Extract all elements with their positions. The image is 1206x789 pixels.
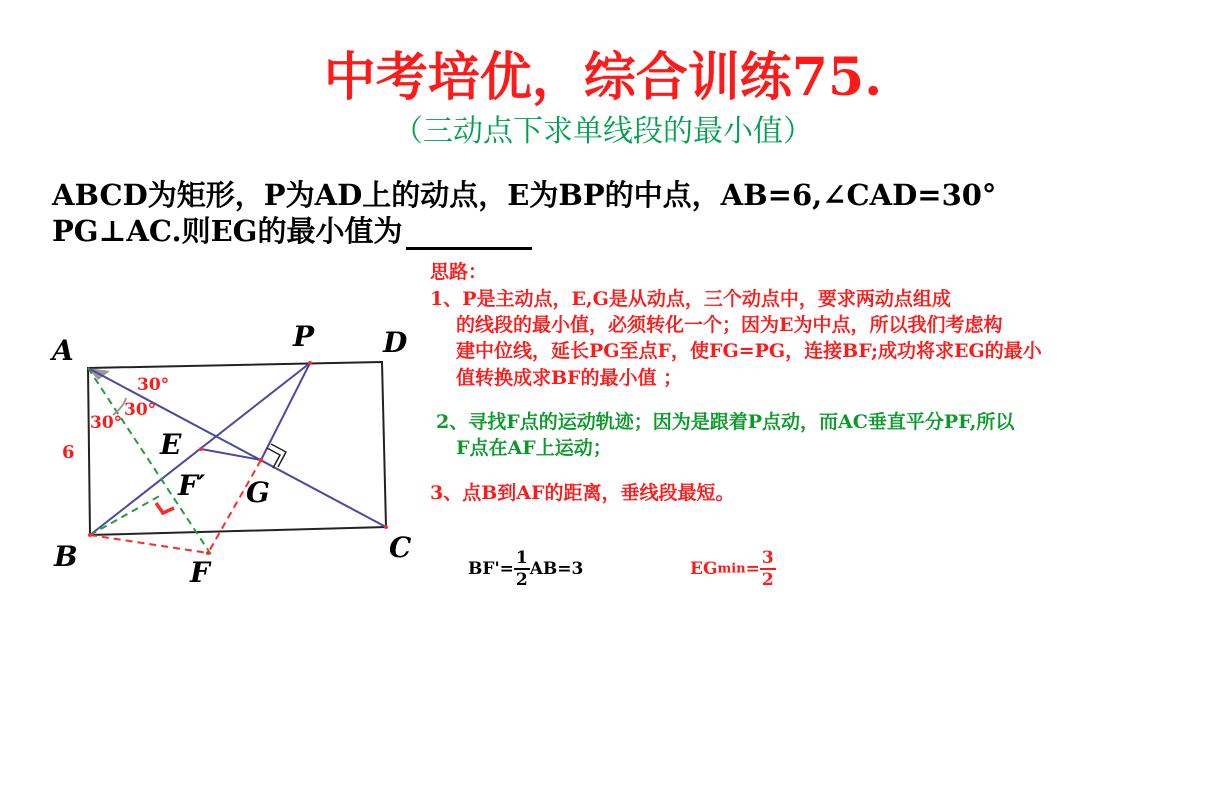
step3: 3、点B到AF的距离，垂线段最短。 bbox=[430, 482, 735, 504]
point-e-dot bbox=[199, 447, 203, 451]
eg-subscript: min bbox=[717, 561, 746, 577]
angle-label-3: 30° bbox=[90, 413, 123, 433]
eg-prefix: EG bbox=[690, 559, 718, 579]
label-c: C bbox=[389, 531, 412, 564]
label-b: B bbox=[54, 540, 78, 573]
step1-line2: 的线段的最小值，必须转化一个；因为E为中点，所以我们考虑构 bbox=[456, 314, 1003, 336]
question-line-2-text: PG⊥AC.则EG的最小值为 bbox=[52, 214, 403, 248]
label-g: G bbox=[246, 476, 270, 509]
angle-label-1: 30° bbox=[137, 375, 170, 395]
segment-bf bbox=[90, 535, 208, 553]
bf-numerator: 1 bbox=[515, 548, 528, 568]
right-angle-g-outer bbox=[271, 444, 286, 467]
label-e: E bbox=[160, 428, 182, 461]
bf-fraction bbox=[514, 548, 530, 590]
eg-numerator: 3 bbox=[761, 548, 774, 568]
question-line-1: ABCD为矩形，P为AD上的动点，E为BP的中点，AB=6,∠CAD=30° bbox=[52, 178, 997, 212]
eg-denominator: 2 bbox=[761, 570, 774, 590]
formula-bf bbox=[468, 548, 583, 590]
label-fp: F′ bbox=[178, 469, 206, 502]
eg-fraction bbox=[760, 548, 776, 590]
geometry-diagram bbox=[0, 0, 430, 600]
point-g-dot bbox=[259, 458, 263, 462]
step1-line1: 1、P是主动点，E,G是从动点，三个动点中，要求两动点组成 bbox=[430, 288, 951, 310]
label-p: P bbox=[293, 320, 315, 353]
page-subtitle: （三动点下求单线段的最小值） bbox=[393, 114, 813, 149]
notes-heading: 思路： bbox=[430, 261, 488, 283]
point-f-dot bbox=[206, 551, 210, 555]
segment-pg bbox=[261, 363, 310, 460]
segment-af bbox=[88, 368, 212, 556]
segment-bfp bbox=[90, 494, 163, 535]
right-angle-fp bbox=[156, 503, 174, 513]
step2-line2: F点在AF上运动； bbox=[456, 437, 612, 459]
bf-prefix: BF'= bbox=[468, 559, 514, 579]
point-p-dot bbox=[308, 361, 312, 365]
step2-line1: 2、寻找F点的运动轨迹；因为是跟着P点动，而AC垂直平分PF,所以 bbox=[436, 411, 1015, 433]
step1-line3: 建中位线，延长PG至点F，使FG=PG，连接BF;成功将求EG的最小 bbox=[456, 340, 1042, 362]
page-title: 中考培优，综合训练75. bbox=[323, 47, 883, 108]
side-label-ab: 6 bbox=[62, 442, 75, 463]
point-b-dot bbox=[88, 533, 92, 537]
formula-eg bbox=[690, 548, 776, 590]
label-a: A bbox=[52, 334, 74, 367]
bf-suffix: AB=3 bbox=[529, 559, 584, 579]
label-f: F bbox=[190, 556, 210, 589]
angle-label-2: 30° bbox=[124, 400, 157, 420]
bf-denominator: 2 bbox=[515, 570, 528, 590]
label-d: D bbox=[383, 326, 408, 359]
point-c-dot bbox=[384, 525, 388, 529]
step1-line4: 值转换成求BF的最小值 ； bbox=[456, 367, 683, 389]
eg-equals: = bbox=[745, 559, 760, 579]
